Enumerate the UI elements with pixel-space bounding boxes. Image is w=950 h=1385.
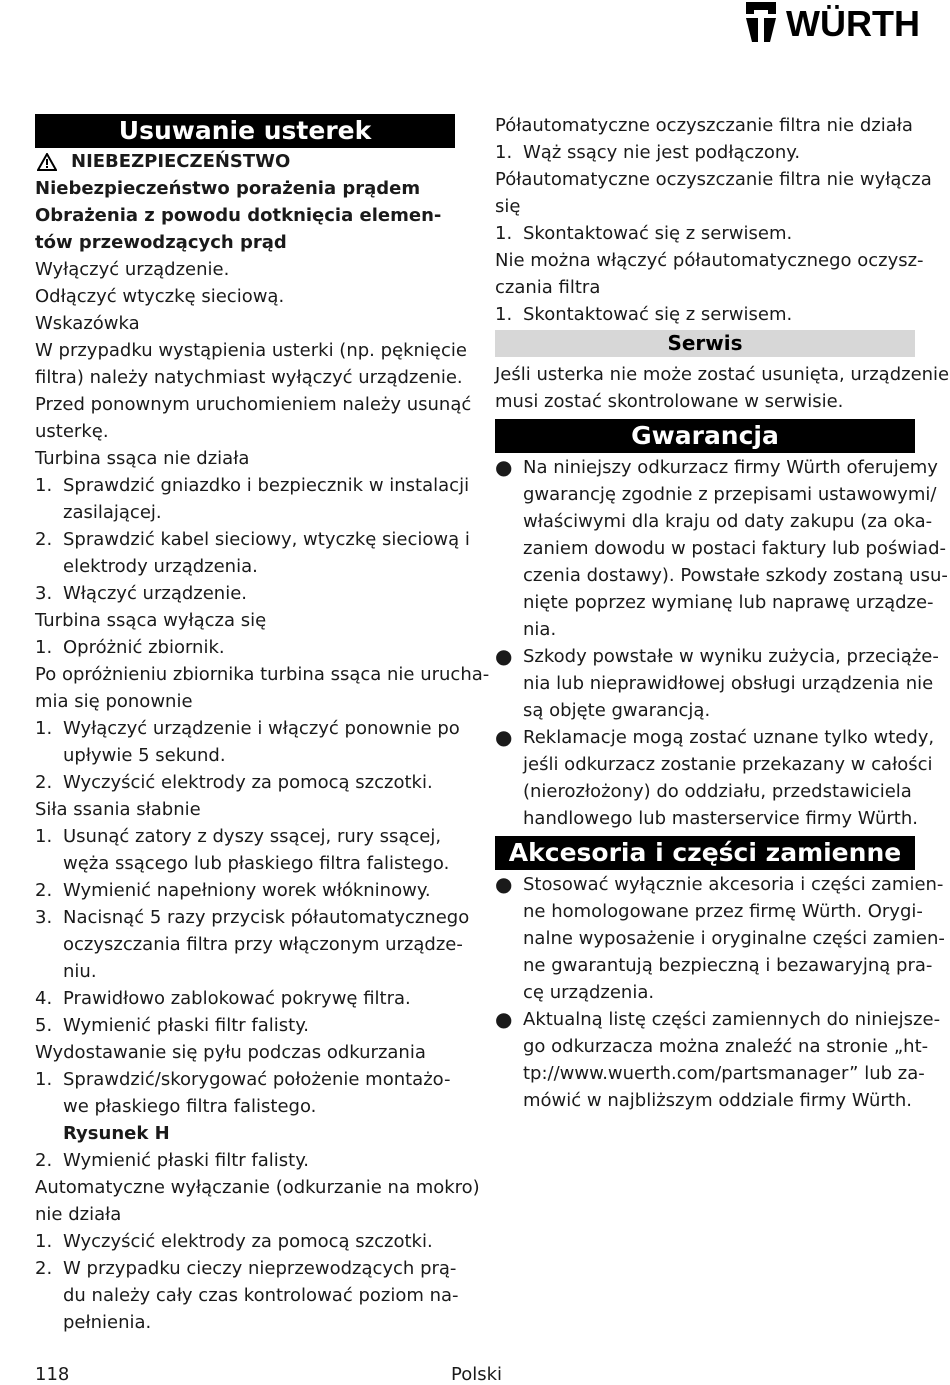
section-title: Siła ssania słabnie [35, 799, 201, 820]
bullet-text-cont: ne homologowane przez firmę Würth. Orygi- [523, 901, 923, 922]
danger-line-2: Obrażenia z powodu dotknięcia elemen- [35, 205, 442, 226]
paragraph-line: Jeśli usterka nie może zostać usunięta, urządzenie [495, 364, 950, 385]
bullet-text-cont: cę urządzenia. [523, 982, 655, 1003]
bullet-text-cont: nia. [523, 619, 557, 640]
warning-triangle-icon [37, 153, 57, 171]
list-item [35, 1066, 455, 1093]
item-text: Wymienić napełniony worek włókninowy. [63, 880, 431, 901]
left-column [35, 112, 490, 1336]
paragraph-line: musi zostać skontrolowane w serwisie. [495, 391, 844, 412]
bullet-item [495, 454, 938, 481]
bullet-text-cont: zaniem dowodu w postaci faktury lub poświad- [523, 538, 946, 559]
item-text: Opróżnić zbiornik. [63, 637, 225, 658]
page-number: 118 [35, 1364, 70, 1385]
heading-serwis: Serwis [495, 330, 915, 357]
danger-line-3: tów przewodzących prąd [35, 232, 287, 253]
item-text: Nacisnąć 5 razy przycisk półautomatycznego [63, 907, 470, 928]
item-number: 3. [35, 907, 53, 928]
list-item [35, 985, 455, 1012]
bullet-text: Aktualną listę części zamiennych do niniejsze- [523, 1009, 941, 1030]
right-column [495, 112, 950, 1114]
bullet-item [495, 643, 939, 670]
item-number: 1. [495, 304, 513, 325]
item-number: 2. [35, 772, 53, 793]
item-text: Wymienić płaski filtr falisty. [63, 1015, 309, 1036]
item-text: Sprawdzić/skorygować położenie montażo- [63, 1069, 451, 1090]
list-item [35, 877, 455, 904]
item-text: Skontaktować się z serwisem. [523, 304, 793, 325]
wurth-logo [744, 0, 950, 46]
heading-akcesoria: Akcesoria i części zamienne [495, 836, 915, 870]
list-item [495, 220, 915, 247]
list-item [35, 823, 455, 850]
figure-reference: Rysunek H [63, 1123, 170, 1144]
item-number: 1. [35, 637, 53, 658]
item-text-cont: pełnienia. [63, 1312, 152, 1333]
item-text-cont: niu. [63, 961, 97, 982]
list-item [35, 1228, 455, 1255]
intro-line: W przypadku wystąpienia usterki (np. pęknięcie [35, 340, 467, 361]
item-text-cont: zasilającej. [63, 502, 162, 523]
item-text: Skontaktować się z serwisem. [523, 223, 793, 244]
intro-line: Wyłączyć urządzenie. [35, 259, 230, 280]
section-title-cont: nie działa [35, 1204, 122, 1225]
bullet-text-cont: nięte poprzez wymianę lub naprawę urządze- [523, 592, 934, 613]
wurth-logo-text: WÜRTH [786, 3, 920, 44]
item-text: Wyczyścić elektrody za pomocą szczotki. [63, 1231, 433, 1252]
footer-language: Polski [451, 1364, 503, 1385]
item-number: 3. [35, 583, 53, 604]
bullet-icon: ● [495, 1007, 513, 1031]
intro-line: usterkę. [35, 421, 109, 442]
item-text: Wyczyścić elektrody za pomocą szczotki. [63, 772, 433, 793]
item-text: Wymienić płaski filtr falisty. [63, 1150, 309, 1171]
item-text: Sprawdzić gniazdko i bezpiecznik w instalacji [63, 475, 470, 496]
section-title-cont: czania filtra [495, 277, 601, 298]
item-text: Prawidłowo zablokować pokrywę filtra. [63, 988, 411, 1009]
item-number: 1. [35, 1231, 53, 1252]
section-title: Turbina ssąca wyłącza się [35, 610, 267, 631]
item-text-cont: we płaskiego filtra falistego. [63, 1096, 317, 1117]
bullet-text-cont: nalne wyposażenie i oryginalne części zamien- [523, 928, 945, 949]
bullet-text-cont: go odkurzacza można znaleźć na stronie „ht- [523, 1036, 929, 1057]
intro-line: filtra) należy natychmiast wyłączyć urządzenie. [35, 367, 463, 388]
item-number: 1. [35, 475, 53, 496]
heading-usuwanie-usterek: Usuwanie usterek [35, 114, 455, 148]
bullet-text-cont: gwarancję zgodnie z przepisami ustawowymi/ [523, 484, 937, 505]
danger-line-1: Niebezpieczeństwo porażenia prądem [35, 178, 421, 199]
bullet-text-cont: nia lub nieprawidłowej obsługi urządzenia nie [523, 673, 934, 694]
list-item [35, 472, 470, 499]
bullet-text: Reklamacje mogą zostać uznane tylko wtedy, [523, 727, 935, 748]
item-number: 1. [35, 826, 53, 847]
bullet-icon: ● [495, 725, 513, 749]
list-item [35, 634, 455, 661]
section-title: Nie można włączyć półautomatycznego oczysz- [495, 250, 924, 271]
item-number: 5. [35, 1015, 53, 1036]
wurth-logo-mark [744, 0, 950, 46]
heading-gwarancja: Gwarancja [495, 419, 915, 453]
item-number: 4. [35, 988, 53, 1009]
list-item [35, 1147, 455, 1174]
bullet-text-cont: jeśli odkurzacz zostanie przekazany w całości [523, 754, 933, 775]
bullet-text: Szkody powstałe w wyniku zużycia, przeciąże- [523, 646, 939, 667]
list-item [35, 904, 470, 931]
bullet-text-cont: mówić w najbliższym oddziale firmy Würth. [523, 1090, 913, 1111]
list-item [495, 301, 915, 328]
intro-line: Odłączyć wtyczkę sieciową. [35, 286, 285, 307]
bullet-icon: ● [495, 455, 513, 479]
bullet-text-cont: właściwymi dla kraju od daty zakupu (za oka- [523, 511, 933, 532]
warning-row [35, 148, 455, 175]
item-text-cont: węża ssącego lub płaskiego filtra falistego. [63, 853, 450, 874]
item-text: Wąż ssący nie jest podłączony. [523, 142, 801, 163]
bullet-icon: ● [495, 872, 513, 896]
item-number: 2. [35, 1258, 53, 1279]
list-item [35, 715, 460, 742]
item-number: 2. [35, 1150, 53, 1171]
item-number: 1. [495, 223, 513, 244]
item-text: Sprawdzić kabel sieciowy, wtyczkę sieciową i [63, 529, 470, 550]
bullet-item [495, 724, 935, 751]
list-item [35, 580, 455, 607]
item-number: 1. [495, 142, 513, 163]
bullet-text-cont: czenia dostawy). Powstałe szkody zostaną usu- [523, 565, 948, 586]
bullet-text-cont: ne gwarantują bezpieczną i bezawaryjną pra- [523, 955, 933, 976]
bullet-text: Na niniejszy odkurzacz firmy Würth oferujemy [523, 457, 938, 478]
list-item [35, 526, 470, 553]
section-title: Automatyczne wyłączanie (odkurzanie na mokro) [35, 1177, 480, 1198]
bullet-text-cont: (nierozłożony) do oddziału, przedstawiciela [523, 781, 912, 802]
item-text: Wyłączyć urządzenie i włączyć ponownie po [63, 718, 460, 739]
bullet-item [495, 871, 944, 898]
item-number: 1. [35, 718, 53, 739]
section-title: Po opróżnieniu zbiornika turbina ssąca nie urucha- [35, 664, 490, 685]
bullet-text-cont: tp://www.wuerth.com/partsmanager” lub za- [523, 1063, 925, 1084]
section-title: Półautomatyczne oczyszczanie filtra nie wyłącza [495, 169, 932, 190]
bullet-icon: ● [495, 644, 513, 668]
section-title: Turbina ssąca nie działa [35, 448, 250, 469]
list-item [35, 1012, 455, 1039]
item-text: Włączyć urządzenie. [63, 583, 247, 604]
item-text-cont: du należy cały czas kontrolować poziom na- [63, 1285, 459, 1306]
section-title-cont: mia się ponownie [35, 691, 193, 712]
item-text-cont: elektrody urządzenia. [63, 556, 258, 577]
list-item [35, 769, 455, 796]
bullet-text: Stosować wyłącznie akcesoria i części zamien- [523, 874, 944, 895]
item-text: W przypadku cieczy nieprzewodzących prą- [63, 1258, 457, 1279]
list-item [35, 1255, 455, 1282]
item-text-cont: oczyszczania filtra przy włączonym urządze- [63, 934, 463, 955]
section-title: Wydostawanie się pyłu podczas odkurzania [35, 1042, 426, 1063]
item-number: 2. [35, 529, 53, 550]
item-text: Usunąć zatory z dyszy ssącej, rury ssącej, [63, 826, 442, 847]
item-number: 1. [35, 1069, 53, 1090]
item-number: 2. [35, 880, 53, 901]
bullet-item [495, 1006, 941, 1033]
bullet-text-cont: są objęte gwarancją. [523, 700, 711, 721]
section-title: Półautomatyczne oczyszczanie filtra nie działa [495, 115, 913, 136]
bullet-text-cont: handlowego lub masterservice firmy Würth. [523, 808, 918, 829]
list-item [495, 139, 915, 166]
warning-label: NIEBEZPIECZEŃSTWO [71, 151, 291, 172]
intro-line: Przed ponownym uruchomieniem należy usunąć [35, 394, 472, 415]
item-text-cont: upływie 5 sekund. [63, 745, 226, 766]
section-title-cont: się [495, 196, 521, 217]
intro-line: Wskazówka [35, 313, 140, 334]
